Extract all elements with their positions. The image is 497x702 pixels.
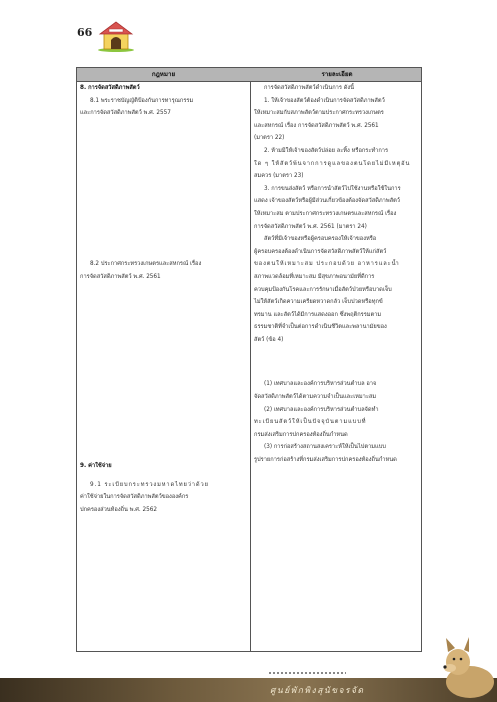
footer-banner [0, 678, 497, 702]
details-clause-4-line: สัตว์ (ข้อ 4) [254, 336, 284, 343]
law-column [80, 82, 248, 517]
details-item-2-line: ใด ๆ ให้สัตว์พ้นจากการดูแลของตนโดยไม่มีเหตุอัน [254, 160, 411, 167]
details-intro: การจัดสวัสดิภาพสัตว์ดำเนินการ ดังนี้ [264, 85, 355, 91]
section-8-1-line: และการจัดสวัสดิภาพสัตว์ พ.ศ. 2557 [80, 110, 171, 117]
details-item-1-line: และสหกรณ์ เรื่อง การจัดสวัสดิภาพสัตว์ พ.ศ. 2561 [254, 122, 379, 129]
section-9-1-line: 9.1 ระเบียบกระทรวงมหาดไทยว่าด้วย [90, 481, 209, 488]
details-clause-4-line: สัตว์ที่มีเจ้าของหรือผู้ครอบครองให้เจ้าของหรือ [264, 236, 377, 243]
details-clause-4-line: ควบคุมป้องกันโรคและการรักษาเมื่อสัตว์ป่วยหรือบาดเจ็บ [254, 286, 392, 293]
details-clause-4-line: ผู้ครอบครองต้องดำเนินการจัดสวัสดิภาพสัตว์ให้แก่สัตว์ [254, 248, 387, 255]
details-clause-4-line: ทรมาน และสัตว์ได้มีการแสดงออก ซึ่งพฤติกรรมตาม [254, 311, 382, 318]
details-clause-4-line: ของตนให้เหมาะสม ประกอบด้วย อาหารและน้ำ [254, 261, 400, 268]
section-8-title: 8. การจัดสวัสดิภาพสัตว์ [80, 85, 140, 91]
expense-item-2-line: (2) เทศบาลและองค์การบริหารส่วนตำบลจัดทำ [264, 406, 379, 413]
details-item-3-line: 3. การขนส่งสัตว์ หรือการนำสัตว์ไปใช้งานหรือใช้ในการ [264, 185, 401, 192]
section-8-2-line: การจัดสวัสดิภาพสัตว์ พ.ศ. 2561 [80, 273, 161, 280]
table-header [77, 68, 421, 82]
details-item-3-line: ให้เหมาะสม ตามประกาศกระทรวงเกษตรและสหกรณ์ เรื่อง [254, 210, 397, 217]
expense-item-2-line: กรมส่งเสริมการปกครองท้องถิ่นกำหนด [254, 431, 348, 438]
footer-banner-text: ศูนย์พักพิงสุนัขจรจัด [270, 686, 365, 696]
dog-house-icon [96, 20, 136, 52]
section-8-2-line: 8.2 ประกาศกระทรวงเกษตรและสหกรณ์ เรื่อง [90, 261, 202, 268]
section-9-1-line: ค่าใช้จ่ายในการจัดสวัสดิภาพสัตว์ขององค์กร [80, 494, 189, 501]
details-clause-4-line: สภาพแวดล้อมที่เหมาะสม มีสุขภาพอนามัยที่ดีการ [254, 273, 375, 280]
section-8-1-line: 8.1 พระราชบัญญัติป้องกันการทารุณกรรม [90, 97, 194, 104]
column-divider [250, 68, 251, 651]
dog-image [436, 632, 497, 702]
header-law: กฎหมาย [151, 71, 176, 78]
expense-item-3-line: (3) การก่อสร้างสถานสงเคราะห์ให้เป็นไปตามแบบ [264, 444, 386, 451]
details-item-2-line: 2. ห้ามมิให้เจ้าของสัตว์ปล่อย ละทิ้ง หรือกระทำการ [264, 147, 389, 154]
footer-dotted-rule [268, 672, 346, 674]
expense-item-1-line: (1) เทศบาลและองค์การบริหารส่วนตำบล อาจ [264, 381, 377, 388]
details-clause-4-line: ธรรมชาติที่จำเป็นต่อการดำเนินชีวิตและพลานามัยของ [254, 324, 387, 331]
expense-item-3-line: รูปรายการก่อสร้างที่กรมส่งเสริมการปกครองท้องถิ่นกำหนด [254, 457, 397, 464]
details-clause-4-line: ไม่ให้สัตว์เกิดความเครียดหวาดกลัว เจ็บปวดหรือทุกข์ [254, 299, 383, 306]
details-column [254, 82, 419, 467]
details-item-3-line: การจัดสวัสดิภาพสัตว์ พ.ศ. 2561 (มาตรา 24) [254, 223, 367, 230]
expense-item-2-line: ทะเบียนสัตว์ให้เป็นปัจจุบันตามแบบที่ [254, 419, 367, 426]
details-item-2-line: สมควร (มาตรา 23) [254, 173, 304, 180]
section-9-1-line: ปกครองส่วนท้องถิ่น พ.ศ. 2562 [80, 506, 157, 513]
header-details: รายละเอียด [321, 71, 353, 78]
details-item-1-line: 1. ให้เจ้าของสัตว์ต้องดำเนินการจัดสวัสดิภาพสัตว์ [264, 97, 385, 104]
details-item-3-line: แสดง เจ้าของสัตว์หรือผู้มีส่วนเกี่ยวข้องต้องจัดสวัสดิภาพสัตว์ [254, 198, 400, 205]
section-9-title: 9. ค่าใช้จ่าย [80, 463, 112, 470]
law-table [76, 67, 422, 652]
details-item-1-line: ให้เหมาะสมกับสภาพสัตว์ตามประกาศกระทรวงเกษตร [254, 110, 384, 117]
expense-item-1-line: จัดสวัสดิภาพสัตว์ได้ตามความจำเป็นและเหมาะสม [254, 394, 377, 401]
page-number: 66 [77, 26, 93, 39]
details-item-1-line: (มาตรา 22) [254, 135, 285, 142]
